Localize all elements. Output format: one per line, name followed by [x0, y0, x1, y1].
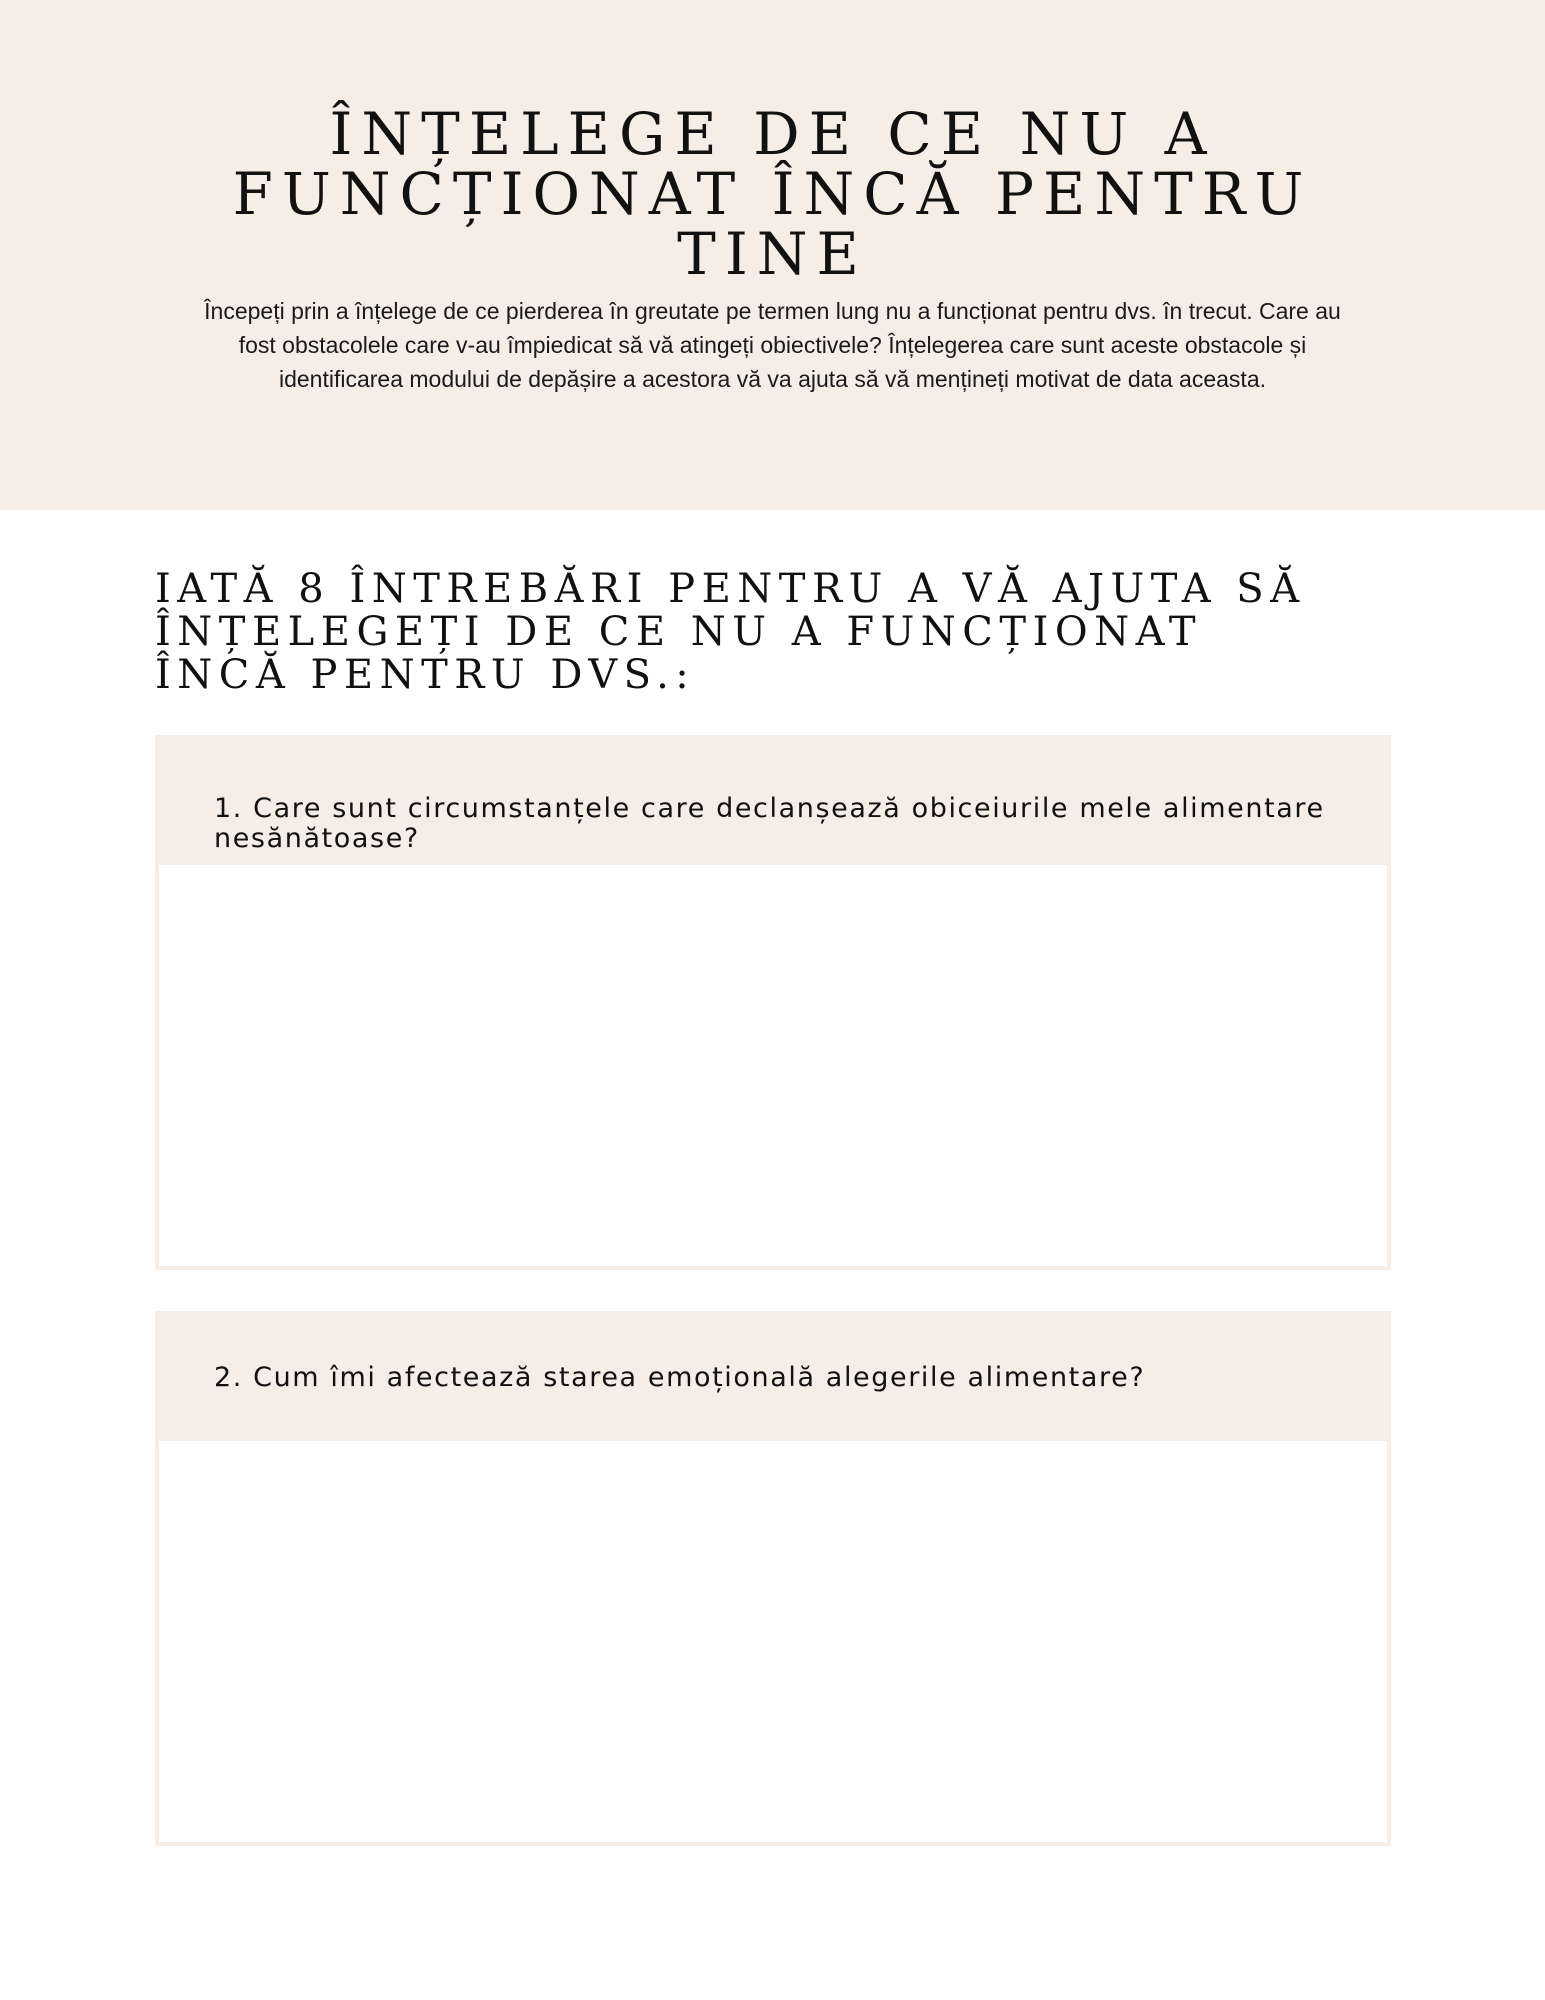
answer-area[interactable]	[159, 865, 1387, 1266]
section-heading: IATĂ 8 ÎNTREBĂRI PENTRU A VĂ AJUTA SĂ ÎNȚELEGEȚI DE CE NU A FUNCȚIONAT ÎNCĂ PENTRU DVS.:	[155, 566, 1306, 698]
question-header	[159, 739, 1387, 865]
question-header	[159, 1315, 1387, 1441]
question-card-2	[155, 1311, 1391, 1846]
answer-area[interactable]	[159, 1441, 1387, 1842]
question-text: 2. Cum îmi afectează starea emoțională alegerile alimentare?	[214, 1362, 1146, 1393]
header-band	[0, 0, 1545, 510]
question-text: 1. Care sunt circumstanțele care declanșează obiceiurile mele alimentare nesănătoase?	[214, 793, 1325, 854]
intro-paragraph: Începeți prin a înțelege de ce pierderea în greutate pe termen lung nu a funcționat pentru dvs. în trecut. Care au fost obstacolele care v-au împiedicat să vă atingeți obiectivele? Înțelegerea care sunt aceste obstacole și identificarea modului de depășire a acestora vă va ajuta să vă mențineți motivat de data aceasta.	[204, 298, 1341, 392]
question-card-1	[155, 735, 1391, 1270]
page-title: ÎNȚELEGE DE CE NU A FUNCȚIONAT ÎNCĂ PENTRU TINE	[232, 100, 1313, 288]
